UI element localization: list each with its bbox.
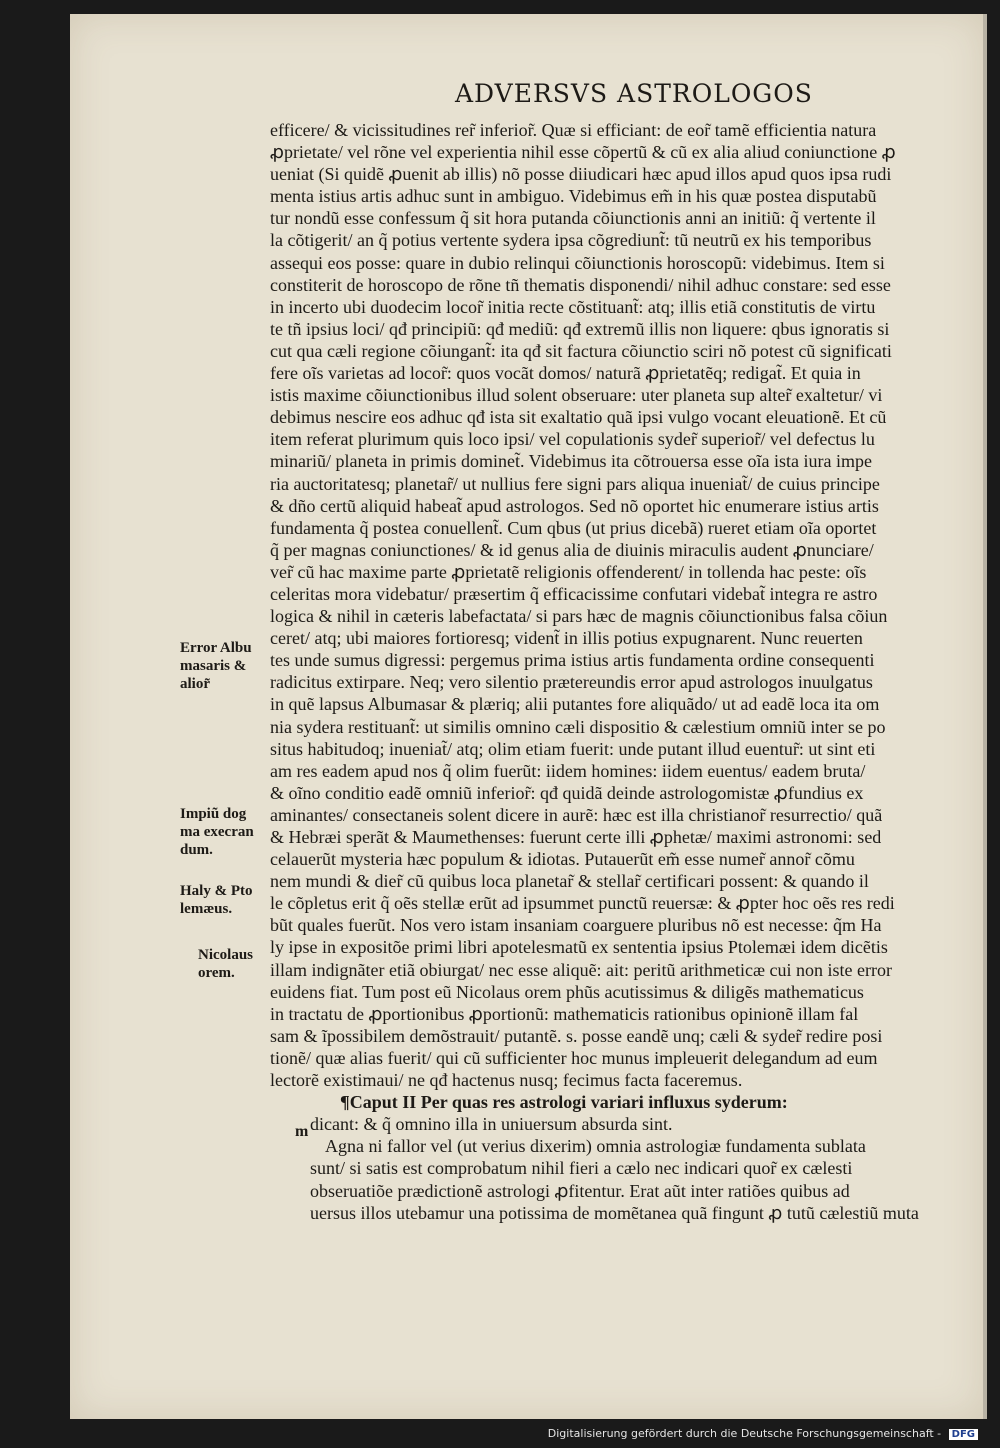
margin-note-line: Impiũ dog (180, 806, 247, 822)
text-line: istis maxime cõiunctionibus illud solent obseruare: uter planeta sup alter̃ exaltetur/ vi (270, 385, 883, 406)
page-edge (983, 14, 987, 1419)
text-line: am res eadem apud nos q̃ olim fuerũt: iidem homines: iidem euentus/ eadem bruta/ (270, 760, 866, 781)
text-line: tionẽ/ quæ alias fuerit/ qui cũ sufficienter hoc munus impleuerit delegandum ad eum (270, 1047, 878, 1068)
text-line: ꝓprietate/ vel rõne vel experientia nihil esse cõpertũ & cũ ex alia aliud coniunctione ꝓ (270, 142, 896, 163)
text-line: efficere/ & vicissitudines rer̃ inferior̃. Quæ si efficiant: de eor̃ tamẽ efficientia natura (270, 120, 877, 140)
text-line: obseruatiõe prædictionẽ astrologi ꝓfitentur. Erat aũt inter ratiões quibus ad (310, 1180, 850, 1201)
text-line: euidens fiat. Tum post eũ Nicolaus orem phũs acutissimus & diligẽs mathematicus (270, 981, 864, 1002)
text-line: & dño certũ aliquid habeat̃ apud astrologos. Sed nõ oportet hic enumerare istius artis (270, 495, 879, 516)
text-line: illam indignãter etiã obiurgat/ nec esse aliquẽ: ait: peritũ arithmeticæ cui non iste error (270, 959, 892, 980)
text-line: debimus nescire eos adhuc qđ ista sit exaltatio quã ipsi vulgo vocant eleuationẽ. Et cũ (270, 407, 887, 428)
running-head: ADVERSVS ASTROLOGOS (455, 79, 813, 108)
text-line: constiterit de horoscopo de rõne tñ thematis disponendi/ nihil adhuc constare: sed esse (270, 274, 891, 295)
text-line: cut qua cæli regione cõiungant̃: ita qđ sit factura cõiunctio sciri nõ potest cũ significati (270, 340, 892, 361)
text-line: ceret/ atq; ubi maiores fortioresq; vident̃ in illis potius expugnarent. Nunc reuerten (270, 628, 863, 649)
text-line: ver̃ cũ hac maxime parte ꝓprietatẽ religionis offenderent/ in tollenda hac peste: oĩs (270, 561, 867, 582)
text-line: ueniat (Si quidẽ ꝓuenit ab illis) nõ posse diiudicari hæc apud illos apud quos ipsa rudi (270, 164, 892, 185)
margin-note-line: Error Albu (180, 640, 252, 656)
margin-note-line: alior̃ (180, 676, 210, 692)
text-line: logica & nihil in cæteris labefactata/ si pars hæc de magnis cõiunctionibus falsa cõiun (270, 606, 888, 627)
text-line: le cõpletus erit q̃ oẽs stellæ erũt ad ipsummet punctũ reuersæ: & ꝓpter hoc oẽs res redi (270, 893, 895, 914)
text-line: radicitus extirpare. Neq; vero silentio prætereundis error apud astrologos inuulgatus (270, 672, 873, 693)
text-line: la cõtigerit/ an q̃ potius vertente sydera ipsa cõgrediunt̃: tũ neutrũ ex his temporibus (270, 230, 872, 251)
text-line: uersus illos utebamur una potissima de momẽtanea quã fingunt ꝓ tutũ cælestiũ muta (310, 1202, 919, 1223)
margin-note-line: lemæus. (180, 901, 233, 917)
text-line: menta istius artis adhuc sunt in ambiguo. Videbimus em̃ in his quæ postea disputabũ (270, 186, 877, 207)
margin-note-nicolaus (198, 946, 290, 982)
text-line: te tñ ipsius loci/ qđ principiũ: qđ mediũ: qđ extremũ illis non liquere: qbus ignoratis si (270, 318, 890, 339)
text-line: in tractatu de ꝓportionibus ꝓportionũ: mathematicis rationibus opinionẽ illam fal (270, 1003, 859, 1024)
text-line: sunt/ si satis est comprobatum nihil fieri a cælo nec indicari quor̃ ex cælesti (310, 1158, 853, 1179)
margin-note-line: Haly & Pto (180, 883, 253, 899)
text-line: sam & ĩpossibilem demõstrauit/ putantẽ. s. posse eandẽ unq; cæli & syder̃ redire posi (270, 1025, 883, 1046)
margin-note-line: masaris & (180, 658, 247, 674)
text-line: q̃ per magnas coniunctiones/ & id genus alia de diuinis miraculis audent ꝓnunciare/ (270, 539, 874, 560)
text-line: celauerũt mysteria hæc populum & idiotas. Putauerũt em̃ esse numer̃ annor̃ cõmu (270, 849, 855, 870)
text-line: tes unde sumus digressi: pergemus prima istius artis fundamenta ordine consequenti (270, 650, 875, 671)
margin-note-line: orem. (198, 965, 235, 981)
text-line: fundamenta q̃ postea conuellent̃. Cum qbus (ut prius dicebã) rueret etiam oĩa oportet (270, 517, 877, 538)
text-line: & Hebræi sperãt & Maumethenses: fuerunt certe illi ꝓphetæ/ maximi astronomi: sed (270, 827, 882, 847)
text-line: Agna ni fallor vel (ut verius dixerim) omnia astrologiæ fundamenta sublata (325, 1136, 866, 1157)
dfg-logo: DFG (949, 1429, 978, 1440)
text-line: celeritas mora videbatur/ præsertim q̃ efficacissime confutari videbat̃ integra re astro (270, 583, 878, 604)
text-line: assequi eos posse: quare in dubio relinqui cõiunctionis horoscopũ: videbimus. Item si (270, 252, 885, 273)
text-line: ¶Caput II Per quas res astrologi variari influxus syderum: (340, 1092, 788, 1113)
digitization-footer (548, 1427, 978, 1440)
margin-note-line: ma execran (180, 824, 254, 840)
text-line: in incerto ubi duodecim locor̃ initia recte cõstituant̃: atq; illis etiã constitutis de virtu (270, 296, 876, 317)
text-line: bũt quales fuerũt. Nos vero istam insaniam coarguere pluribus nõ est necesse: q̃m Ha (270, 915, 882, 936)
text-line: minariũ/ planeta in primis dominet̃. Videbimus ita cõtrouersa esse oĩa ista iura impe (270, 451, 872, 472)
signature-mark: m (295, 1123, 309, 1140)
text-line: ria auctoritatesq; planetar̃/ ut nullius fere signi pars aliqua inueniat̃/ de cuius principe (270, 473, 880, 494)
text-line: fere oĩs varietas ad locor̃: quos vocãt domos/ naturã ꝓprietatẽq; redigat̃. Et quia in (270, 363, 861, 384)
footer-text: Digitalisierung gefördert durch die Deutsche Forschungsgemeinschaft - (547, 1427, 942, 1440)
text-line: ly ipse in expositõe primi libri apotelesmatũ ex sententia ipsius Ptolemæi idem dicẽtis (270, 937, 888, 958)
text-line: item referat plurimum quis loco ipsi/ vel copulationis syder̃ superior̃/ vel defectus lu (270, 429, 875, 450)
main-text-block (270, 119, 960, 1224)
text-line: tur nondũ esse confessum q̃ sit hora putanda cõiunctionis anni an initiũ: q̃ vertente il (270, 208, 876, 229)
text-line: nia sydera restituant̃: ut similis omnino cæli dispositio & cælestium omniũ inter se po (270, 716, 886, 737)
text-line: situs habitudoq; inueniat̃/ atq; olim etiam fuerit: unde putant illud euentur̃: ut sint eti (270, 738, 876, 759)
text-line: lectorẽ existimaui/ ne qđ hactenus nusq; fecimus facta faceremus. (270, 1070, 743, 1091)
text-line: & oĩno conditio eadẽ omniũ inferior̃: qđ quidã deinde astrologomistæ ꝓfundius ex (270, 782, 864, 803)
text-line: dicant: & q̃ omnino illa in uniuersum absurda sint. (310, 1114, 673, 1135)
margin-note-impium-dogma (180, 805, 272, 859)
margin-note-line: Nicolaus (198, 947, 254, 963)
margin-note-albumasar (180, 639, 272, 693)
text-line: aminantes/ consectaneis solent dicere in aurẽ: hæc est illa christianor̃ resurrectio/ quã (270, 804, 883, 825)
text-line: nem mundi & dier̃ cũ quibus loca planetar̃ & stellar̃ certificari possent: & quando il (270, 871, 869, 892)
text-line: in quẽ lapsus Albumasar & plæriq; alii putantes fore aliquãdo/ ut ad eadẽ loca ita om (270, 694, 880, 715)
margin-note-haly (180, 882, 272, 918)
margin-note-line: dum. (180, 842, 213, 858)
